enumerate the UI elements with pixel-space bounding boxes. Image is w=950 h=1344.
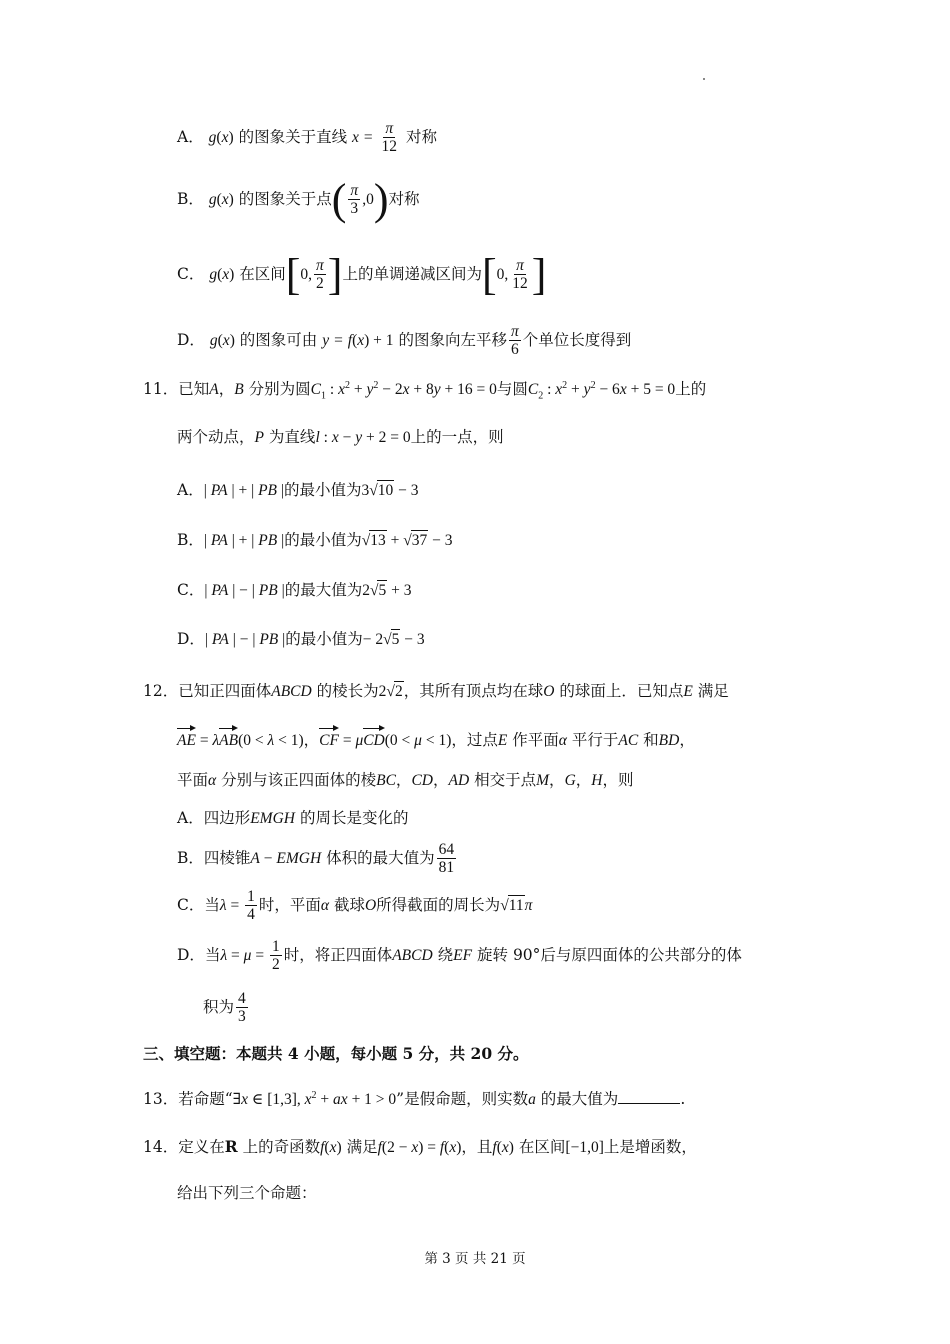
stray-dot bbox=[703, 78, 705, 80]
q10-option-a[interactable]: A． g(x) 的图象关于直线 x = $\frac{\pi}{12}$ 对称 bbox=[177, 120, 437, 156]
q10-option-d[interactable]: D． g(x) 的图象可由 y = f(x) + 1 的图象向左平移 $\frac{\pi}{6}$ 个单位长度得到 bbox=[177, 323, 632, 359]
q12-option-d-cont: 积为 $\frac{4}{3}$ bbox=[203, 990, 246, 1026]
q13-answer-blank[interactable] bbox=[618, 1089, 680, 1104]
q12-option-c[interactable]: C．当λ = $\frac{1}{4}$ 时，平面α 截球O所得截面的周长为√11π bbox=[177, 888, 533, 924]
q10-option-c[interactable]: C． g(x) 在区间[0, $\frac{\pi}{2}$ ]上的单调递减区间为[0, $\frac{\pi}{12}$ ] bbox=[177, 250, 547, 299]
q14-line2: 给出下列三个命题： bbox=[177, 1184, 317, 1202]
q11-option-a[interactable]: A．| PA | + | PB |的最小值为3√10 − 3 bbox=[177, 481, 419, 499]
q12-stem-line3: 平面α 分别与该正四面体的棱BC，CD，AD 相交于点M，G，H，则 bbox=[177, 771, 634, 789]
q12-stem-line1: 12．已知正四面体ABCD 的棱长为2√2，其所有顶点均在球O 的球面上．已知点E 满足 bbox=[143, 682, 729, 700]
q11-option-c[interactable]: C．| PA | − | PB |的最大值为2√5 + 3 bbox=[177, 581, 412, 599]
q11-option-d[interactable]: D．| PA | − | PB |的最小值为− 2√5 − 3 bbox=[177, 630, 425, 648]
page-footer: 第 3 页 共 21 页 bbox=[424, 1251, 526, 1267]
q12-stem-line2: AE = λAB(0 < λ < 1)，CF = μCD(0 < μ < 1)，过点E 作平面α 平行于AC 和BD， bbox=[177, 731, 695, 749]
q12-option-a[interactable]: A．四边形EMGH 的周长是变化的 bbox=[177, 809, 409, 827]
section-title: 三、填空题：本题共 4 小题，每小题 5 分，共 20 分。 bbox=[143, 1044, 529, 1063]
q13: 13．若命题“∃x ∈ [1,3], $x^2$ + ax + 1 > 0”是假命题，则实数a 的最大值为 . bbox=[143, 1089, 686, 1108]
q14-line1: 14．定义在R 上的奇函数f(x) 满足f(2 − x) = f(x)，且f(x) 在区间[−1,0]上是增函数， bbox=[143, 1137, 697, 1156]
q11-stem-line2: 两个动点，P 为直线l : x − y + 2 = 0上的一点，则 bbox=[177, 428, 504, 446]
q11-stem-line1: 11．已知A，B 分别为圆$C_1$ : $x^2 + y^2 - 2x + 8y + 16 = 0$与圆$C_2$ : $x^2 + y^2 - 6x + 5 = 0$上的 bbox=[143, 380, 707, 402]
q12-option-d[interactable]: D．当λ = μ = $\frac{1}{2}$ 时，将正四面体ABCD 绕EF 旋转 90°后与原四面体的公共部分的体 bbox=[177, 938, 742, 974]
q11-option-b[interactable]: B．| PA | + | PB |的最小值为√13 + √37 − 3 bbox=[177, 531, 453, 549]
q10-option-b[interactable]: B． g(x) 的图象关于点( $\frac{\pi}{3}$ ,0)对称 bbox=[177, 175, 420, 224]
q12-option-b[interactable]: B．四棱锥A − EMGH 体积的最大值为 $\frac{64}{81}$ bbox=[177, 841, 455, 877]
